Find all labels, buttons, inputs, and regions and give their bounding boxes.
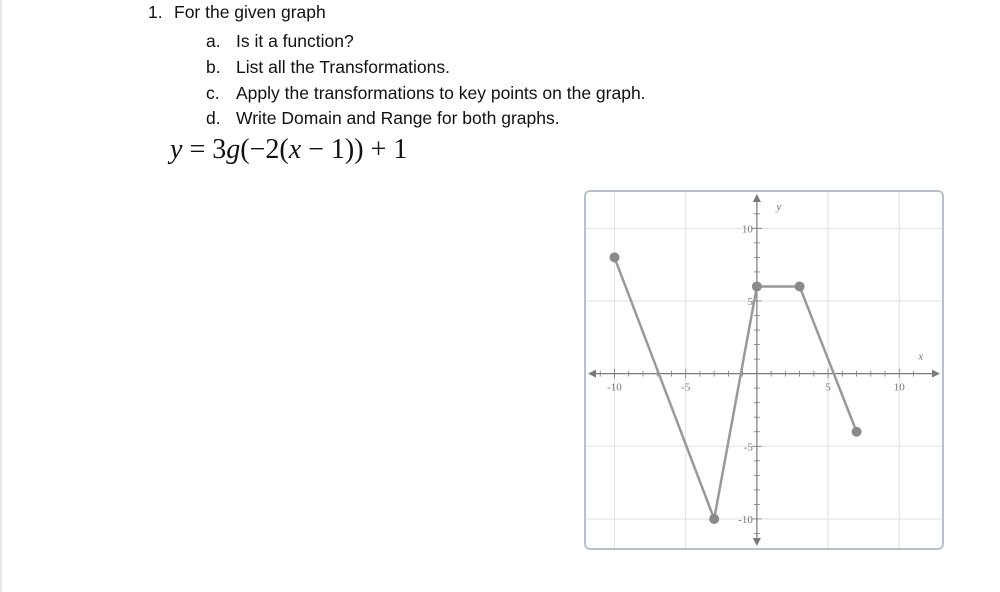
page-left-edge [0, 0, 2, 592]
x-axis-arrow-right [932, 370, 940, 378]
x-tick-label: 10 [893, 381, 905, 394]
equation-open: (−2( [240, 134, 289, 165]
subitem-letter: a. [206, 31, 221, 51]
subitem-letter: b. [206, 56, 221, 77]
y-tick-label: 5 [747, 295, 753, 308]
x-tick-label: 5 [825, 381, 831, 394]
y-axis-label: y [776, 201, 782, 213]
subitem-b [206, 55, 646, 81]
y-axis-arrow-down [753, 538, 761, 546]
subitem-text: Is it a function? [236, 31, 354, 51]
equation-tail: − 1)) + 1 [301, 134, 408, 165]
key-point [795, 281, 805, 291]
subitem-a [206, 29, 646, 55]
y-tick-label: -5 [743, 441, 753, 454]
graph-line [614, 257, 856, 519]
y-tick-label: -10 [738, 513, 753, 526]
subitem-text: List all the Transformations. [236, 56, 450, 77]
x-tick-label: -5 [681, 381, 691, 394]
subitem-text: Write Domain and Range for both graphs. [236, 108, 560, 129]
y-tick-label: 10 [741, 223, 753, 236]
question-text: For the given graph [174, 2, 326, 22]
graph-svg [586, 192, 942, 548]
equation-lhs: y [170, 134, 183, 165]
key-point [609, 252, 619, 262]
subitem-d [206, 106, 646, 132]
equation-x: x [288, 134, 302, 165]
x-axis-label: x [918, 350, 924, 363]
equation [170, 134, 407, 166]
y-axis-arrow-up [753, 194, 761, 202]
question-subitems [206, 29, 646, 132]
x-axis-arrow-left [588, 370, 596, 378]
key-point [752, 281, 762, 291]
equation-function-name: g [226, 134, 241, 165]
graph-panel [584, 190, 944, 550]
subitem-letter: c. [206, 82, 220, 103]
question-number: 1. [148, 2, 163, 22]
question-1 [148, 2, 326, 23]
equation-eq: = 3 [182, 134, 227, 165]
x-tick-label: -10 [607, 381, 622, 394]
key-point [852, 427, 862, 437]
key-point [709, 514, 719, 524]
subitem-c [206, 81, 646, 107]
subitem-letter: d. [206, 108, 221, 129]
subitem-text: Apply the transformations to key points on the graph. [236, 82, 646, 103]
